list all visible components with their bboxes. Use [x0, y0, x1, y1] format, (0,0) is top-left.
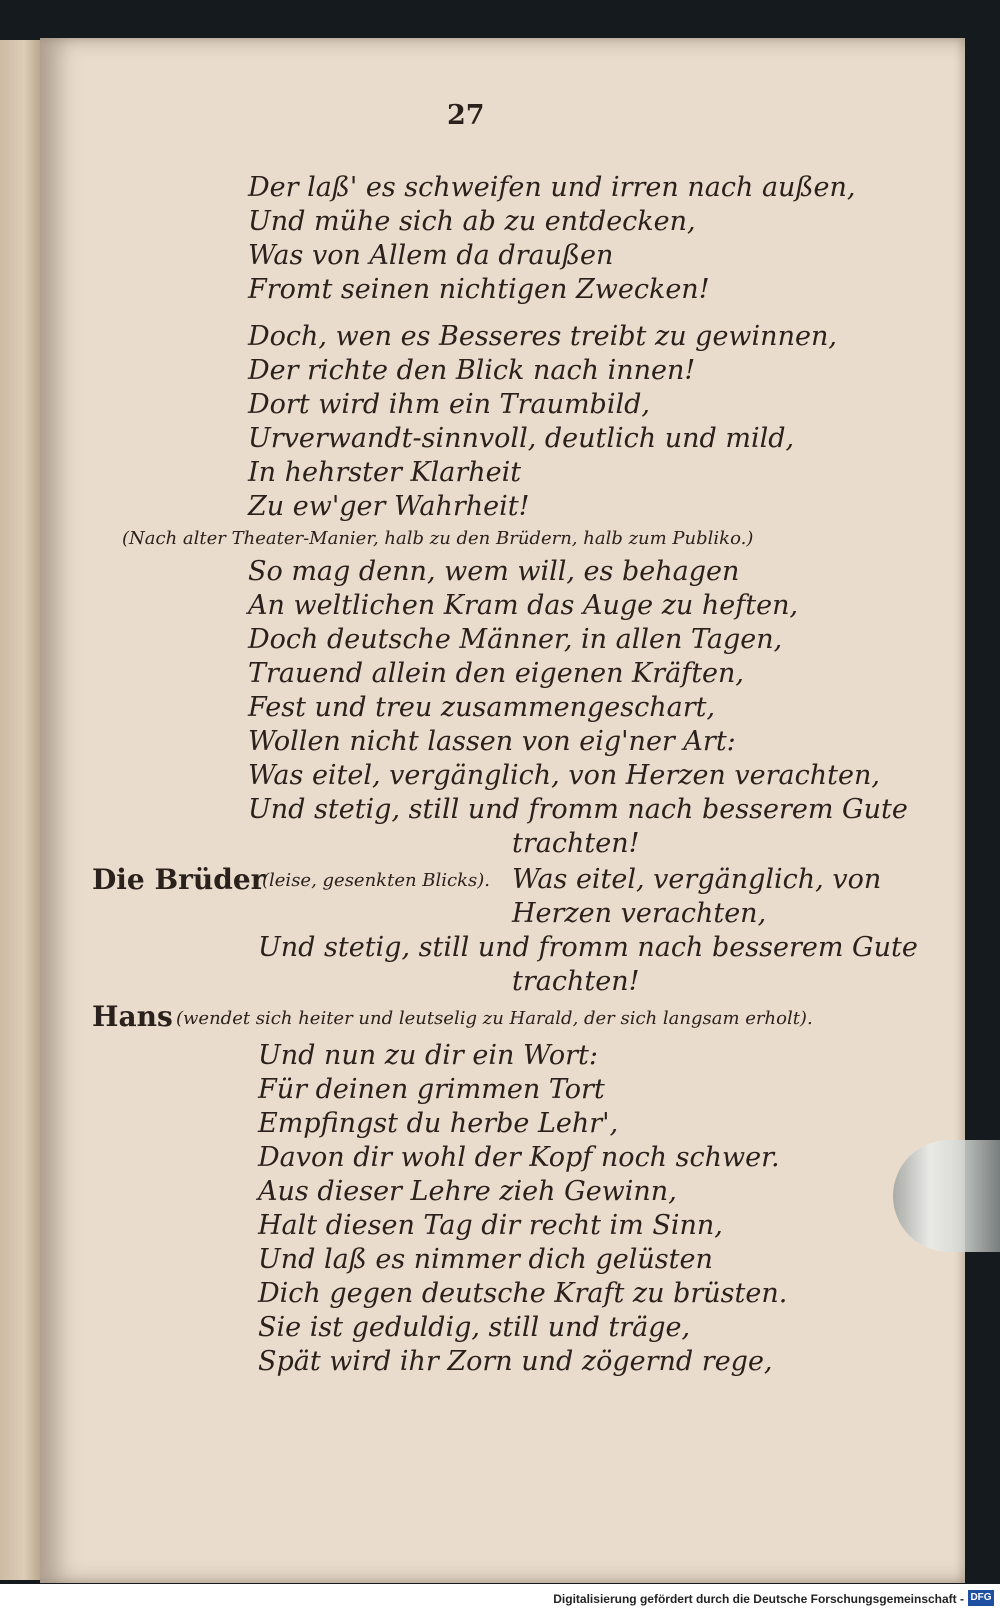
verse-line: Und nun zu dir ein Wort:: [258, 1040, 598, 1071]
book-cover-edge: [0, 40, 40, 1580]
verse-line: Was eitel, vergänglich, von Herzen verachten,: [248, 760, 880, 791]
verse-line: Der laß' es schweifen und irren nach außen,: [248, 172, 856, 203]
verse-line: Und laß es nimmer dich gelüsten: [258, 1244, 713, 1275]
verse-line: Fest und treu zusammengeschart,: [248, 692, 716, 723]
verse-line: Und stetig, still und fromm nach besserem Gute: [248, 794, 908, 825]
page-number: 27: [447, 100, 485, 131]
verse-line: trachten!: [512, 828, 640, 859]
verse-line: trachten!: [512, 966, 640, 997]
verse-line: Der richte den Blick nach innen!: [248, 355, 696, 386]
verse-line: Sie ist geduldig, still und träge,: [258, 1312, 691, 1343]
verse-line: In hehrster Klarheit: [248, 457, 522, 488]
speaker-direction: (wendet sich heiter und leutselig zu Harald, der sich langsam erholt).: [176, 1008, 813, 1029]
verse-line: Was eitel, vergänglich, von: [512, 864, 882, 895]
speaker-direction: (leise, gesenkten Blicks).: [262, 870, 490, 891]
verse-line: Wollen nicht lassen von eig'ner Art:: [248, 726, 736, 757]
verse-line: Doch deutsche Männer, in allen Tagen,: [248, 624, 783, 655]
footer-credit: Digitalisierung gefördert durch die Deutsche Forschungsgemeinschaft -: [553, 1592, 964, 1606]
verse-line: Davon dir wohl der Kopf noch schwer.: [258, 1142, 780, 1173]
verse-line: Aus dieser Lehre zieh Gewinn,: [258, 1176, 677, 1207]
verse-line: Trauend allein den eigenen Kräften,: [248, 658, 745, 689]
verse-line: Urverwandt-sinnvoll, deutlich und mild,: [248, 423, 795, 454]
verse-line: Spät wird ihr Zorn und zögernd rege,: [258, 1346, 773, 1377]
verse-line: Fromt seinen nichtigen Zwecken!: [248, 274, 710, 305]
verse-line: Empfingst du herbe Lehr',: [258, 1108, 619, 1139]
verse-line: Doch, wen es Besseres treibt zu gewinnen,: [248, 321, 837, 352]
verse-line: Und stetig, still und fromm nach besserem Gute: [258, 932, 918, 963]
verse-line: Herzen verachten,: [512, 898, 767, 929]
verse-line: Und mühe sich ab zu entdecken,: [248, 206, 696, 237]
verse-line: Halt diesen Tag dir recht im Sinn,: [258, 1210, 723, 1241]
dfg-logo: DFG: [968, 1590, 994, 1606]
verse-line: Für deinen grimmen Tort: [258, 1074, 605, 1105]
speaker-name: Die Brüder: [92, 863, 266, 896]
verse-line: Zu ew'ger Wahrheit!: [248, 491, 530, 522]
verse-line: An weltlichen Kram das Auge zu heften,: [248, 590, 799, 621]
verse-line: Was von Allem da draußen: [248, 240, 614, 271]
speaker-name: Hans: [92, 1000, 173, 1033]
page-clip-holder: [893, 1140, 1000, 1252]
verse-line: Dich gegen deutsche Kraft zu brüsten.: [258, 1278, 788, 1309]
stage-direction: (Nach alter Theater-Manier, halb zu den Brüdern, halb zum Publiko.): [122, 528, 754, 549]
verse-line: Dort wird ihm ein Traumbild,: [248, 389, 650, 420]
verse-line: So mag denn, wem will, es behagen: [248, 556, 740, 587]
digitization-footer: [0, 1584, 1000, 1612]
